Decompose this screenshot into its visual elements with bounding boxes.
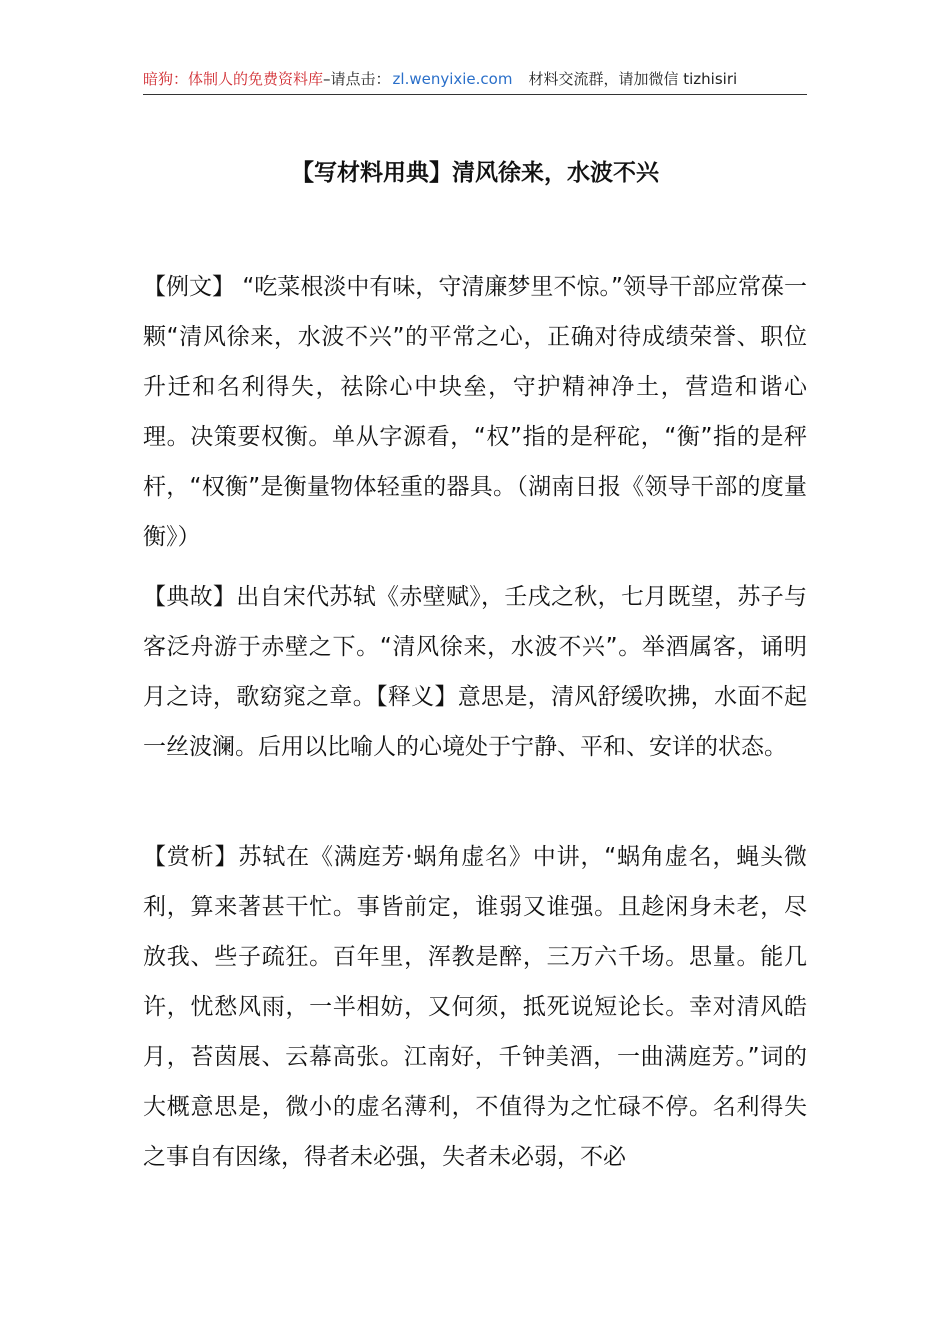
paragraph-example: 【例文】 “吃菜根淡中有味，守清廉梦里不惊。”领导干部应常葆一颗“清风徐来，水波不兴”的平常之心，正确对待成绩荣誉、职位升迁和名利得失，祛除心中块垒，守护精神净土，营造和谐心理。决策要权衡。单从字源看，“权”指的是秤砣，“衡”指的是秤杆，“权衡”是衡量物体轻重的器具。（湖南日报《领导干部的度量衡》） (143, 274, 807, 550)
header-url-link[interactable]: zl.wenyixie.com (392, 70, 513, 88)
paragraph-allusion: 【典故】出自宋代苏轼《赤壁赋》，壬戌之秋，七月既望，苏子与客泛舟游于赤壁之下。“清风徐来，水波不兴”。举酒属客，诵明月之诗，歌窈窕之章。【释义】意思是，清风舒缓吹拂，水面不起一丝波澜。后用以比喻人的心境处于宁静、平和、安详的状态。 (143, 584, 807, 760)
paragraph-appreciation: 【赏析】苏轼在《满庭芳·蜗角虚名》中讲，“蜗角虚名，蝇头微利，算来著甚干忙。事皆前定，谁弱又谁强。且趁闲身未老，尽放我、些子疏狂。百年里，浑教是醉，三万六千场。思量。能几许，忧愁风雨，一半相妨，又何须，抵死说短论长。幸对清风皓月，苔茵展、云幕高张。江南好，千钟美酒，一曲满庭芳。”词的大概意思是，微小的虚名薄利，不值得为之忙碌不停。名利得失之事自有因缘，得者未必强，失者未必弱，不必 (143, 844, 807, 1170)
header-group-text: 材料交流群，请加微信 tizhisiri (528, 70, 738, 88)
document-title: 【写材料用典】清风徐来，水波不兴 (291, 160, 659, 186)
header-click-text: –请点击： (323, 70, 391, 88)
page-header (143, 68, 807, 95)
header-brand: 暗狗：体制人的免费资料库 (143, 70, 324, 88)
